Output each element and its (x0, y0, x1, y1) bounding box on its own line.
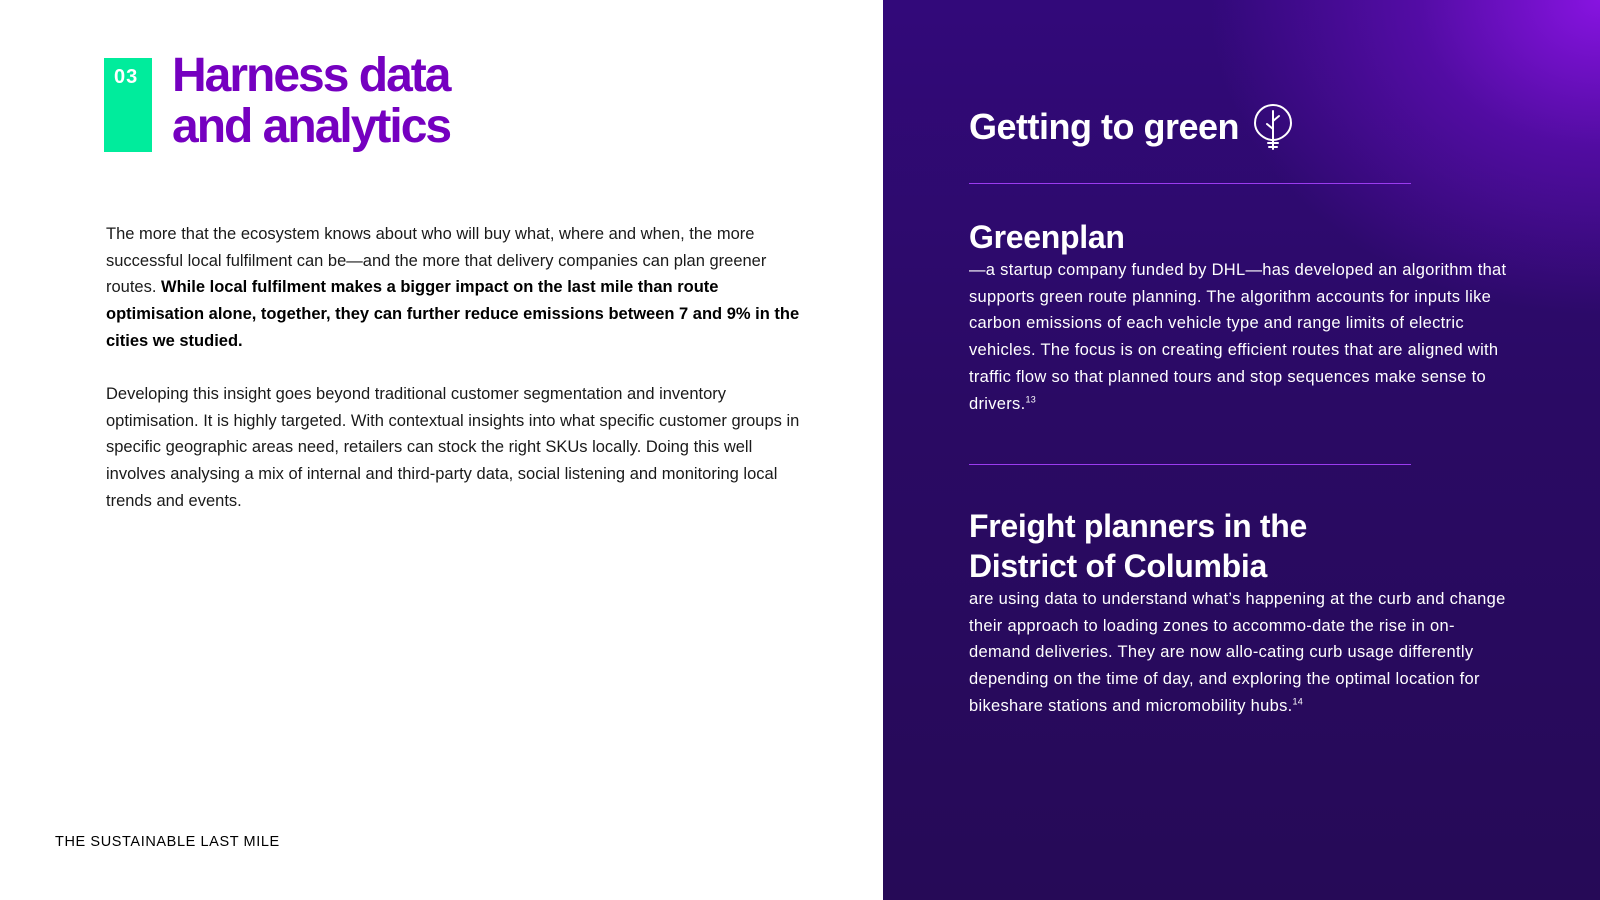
section-number-badge (104, 58, 152, 152)
section-title-line-2: and analytics (172, 100, 451, 153)
greenplan-body (969, 257, 1514, 417)
intro-paragraph-text: The more that the ecosystem knows about who will buy what, where and when, the more successful local fulfilment can be—and the more that delivery companies can plan greener routes. (106, 225, 767, 297)
freight-planners-body-text: are using data to understand what’s happening at the curb and change their approach to loading zones to accommo-date the rise in on-demand deliveries. They are now allo-cating curb usage differently depending on the time of day, and exploring the optimal location for bikeshare stations and micromobility hubs. (969, 590, 1506, 715)
panel-title: Getting to green (969, 106, 1239, 147)
getting-to-green-panel (883, 0, 1600, 900)
footnote-14: 14 (1292, 696, 1304, 707)
report-footer-label: THE SUSTAINABLE LAST MILE (55, 834, 280, 850)
intro-paragraph-highlight: While local fulfilment makes a bigger impact on the last mile than route optimisation alone, together, they can further reduce emissions between 7 and 9% in the cities we studied. (106, 278, 800, 350)
section-title-line-1: Harness data (172, 49, 450, 102)
freight-planners-title-line-2: District of Columbia (969, 548, 1268, 584)
panel-divider (969, 183, 1411, 184)
freight-planners-body (969, 586, 1514, 720)
section-number: 03 (114, 66, 139, 88)
freight-planners-title (969, 506, 1307, 586)
greenplan-body-text: —a startup company funded by DHL—has developed an algorithm that supports green route planning. The algorithm accounts for inputs like carbon emissions of each vehicle type and range limits of electric vehicles. The focus is on creating efficient routes that are aligned with traffic flow so that planned tours and stop sequences make sense to drivers. (969, 261, 1507, 413)
leaf-icon (1253, 103, 1293, 151)
footnote-13: 13 (1025, 394, 1037, 405)
insight-paragraph: Developing this insight goes beyond traditional customer segmentation and inventory optimisation. It is highly targeted. With contextual insights into what specific customer groups in specific geographic areas need, retailers can stock the right SKUs locally. Doing this well involves analysing a mix of internal and third-party data, social listening and monitoring local trends and events. (106, 385, 800, 510)
freight-planners-title-line-1: Freight planners in the (969, 508, 1308, 544)
greenplan-title: Greenplan (969, 219, 1125, 255)
section-title (172, 50, 450, 152)
panel-heading (969, 103, 1293, 151)
panel-divider (969, 464, 1411, 465)
intro-paragraph (106, 221, 806, 355)
